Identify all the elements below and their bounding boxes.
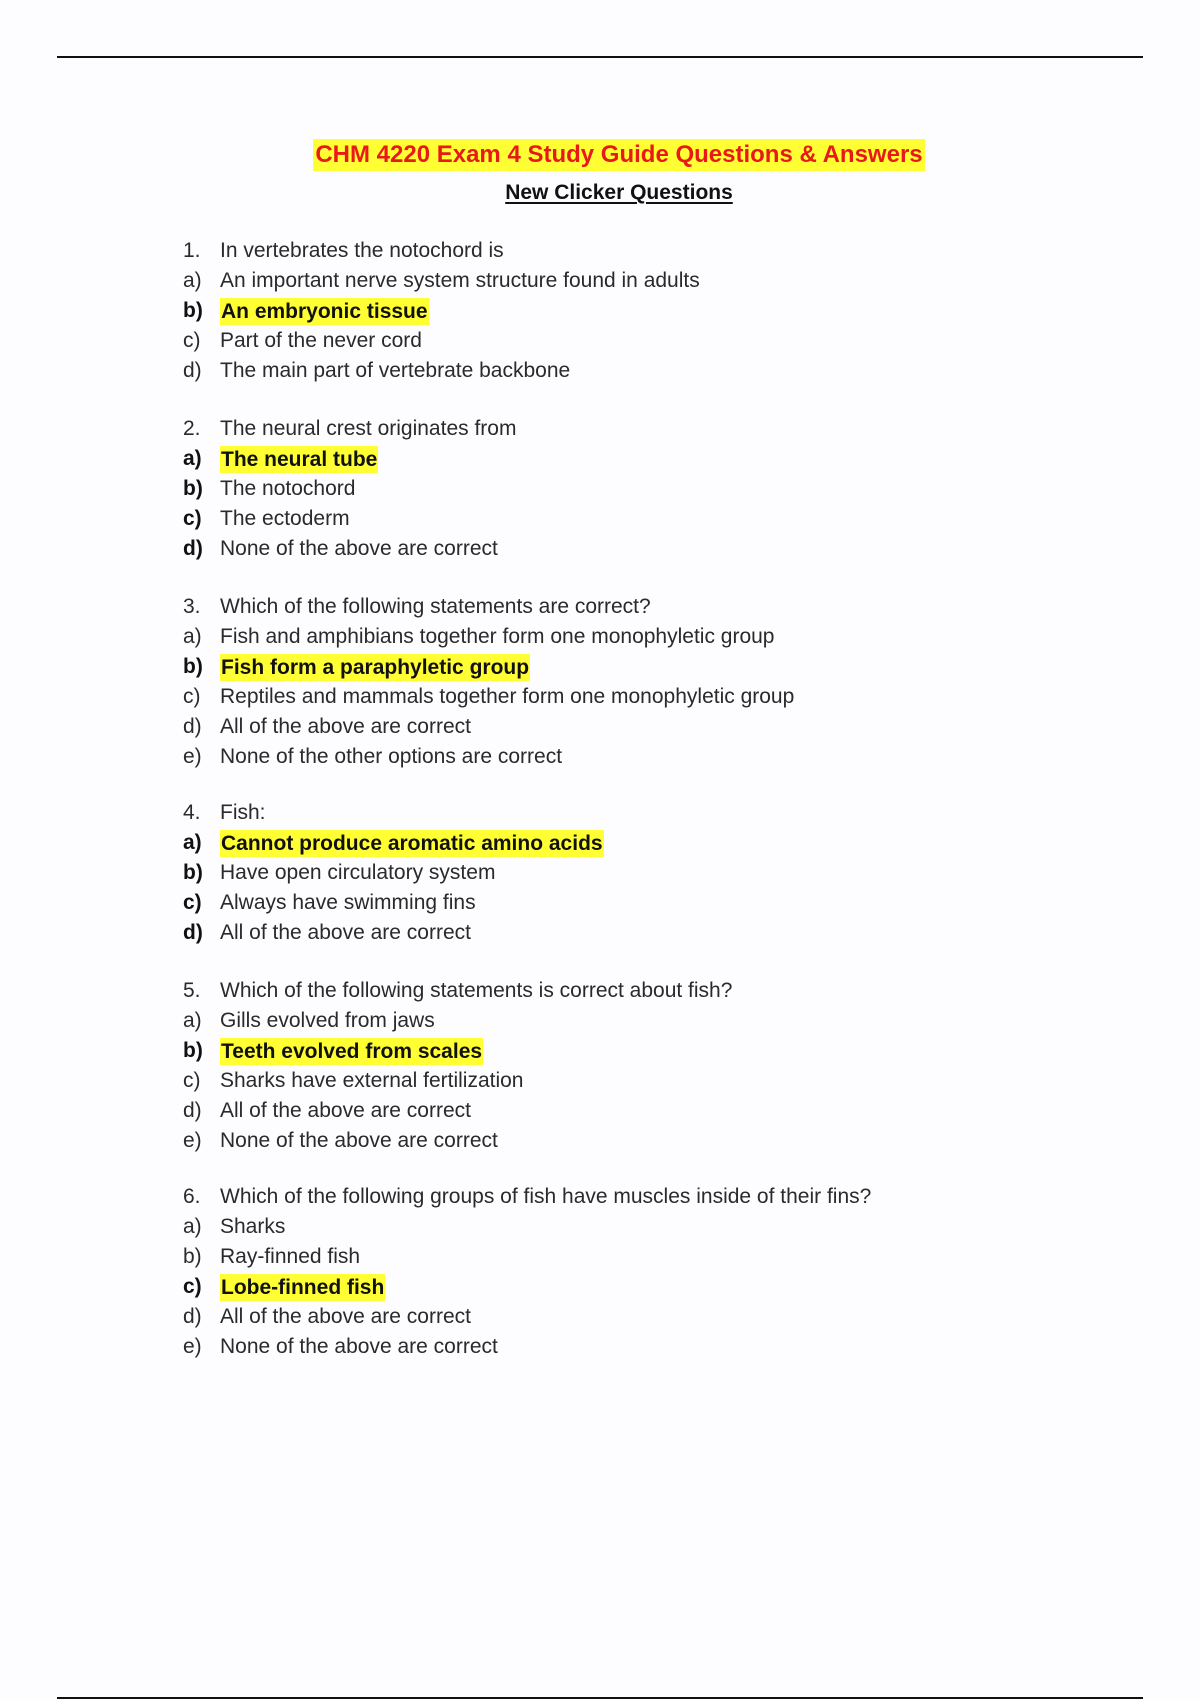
answer-option [183,682,1133,712]
question-3 [183,592,1133,772]
option-text: The main part of vertebrate backbone [220,359,571,382]
option-text: Sharks have external fertilization [220,1069,524,1092]
question-stem [183,414,1133,444]
answer-option-correct [183,1272,1133,1302]
question-stem [183,798,1133,828]
highlighted-answer-text: Lobe-finned fish [221,1275,385,1299]
option-letter: a) [183,831,202,854]
option-text: All of the above are correct [220,1099,471,1122]
answer-option-correct [183,828,1133,858]
option-letter: a) [183,625,202,648]
question-1 [183,236,1133,386]
option-letter: c) [183,685,201,708]
option-text: All of the above are correct [220,1305,471,1328]
question-number: 2. [183,417,201,440]
highlighted-answer-text: The neural tube [221,447,378,471]
option-text: The notochord [220,477,356,500]
option-letter: d) [183,715,202,738]
question-text: Fish: [220,801,266,824]
answer-option [183,742,1133,772]
option-text: All of the above are correct [220,921,471,944]
option-letter: c) [183,507,202,530]
option-letter: b) [183,655,203,678]
subtitle-block [0,180,1200,206]
option-letter: b) [183,1245,202,1268]
answer-option [183,918,1133,948]
answer-option-correct [183,1036,1133,1066]
answer-option [183,1096,1133,1126]
question-stem [183,976,1133,1006]
answer-option-correct [183,652,1133,682]
answer-option [183,326,1133,356]
option-letter: e) [183,1335,202,1358]
question-text: Which of the following statements are correct? [220,595,651,618]
option-text: Ray-finned fish [220,1245,361,1268]
option-letter: a) [183,447,202,470]
answer-option [183,1242,1133,1272]
question-text: Which of the following groups of fish have muscles inside of their fins? [220,1185,872,1208]
option-text: Reptiles and mammals together form one monophyletic group [220,685,795,708]
option-text: Always have swimming fins [220,891,476,914]
option-letter: e) [183,745,202,768]
bottom-rule [57,1697,1143,1699]
option-letter: b) [183,1039,203,1062]
answer-option-correct [183,296,1133,326]
option-text: Have open circulatory system [220,861,496,884]
question-number: 1. [183,239,201,262]
question-2 [183,414,1133,564]
section-heading: New Clicker Questions [505,181,733,204]
title-block [0,139,1200,171]
option-text: Gills evolved from jaws [220,1009,435,1032]
answer-option [183,1212,1133,1242]
answer-option [183,1302,1133,1332]
highlighted-answer-text: Fish form a paraphyletic group [221,655,530,679]
question-text: Which of the following statements is correct about fish? [220,979,733,1002]
question-text: In vertebrates the notochord is [220,239,504,262]
question-number: 3. [183,595,201,618]
question-stem [183,592,1133,622]
option-letter: a) [183,1009,202,1032]
answer-option [183,1006,1133,1036]
option-letter: d) [183,1099,202,1122]
question-stem [183,1182,1133,1212]
question-4 [183,798,1133,948]
question-number: 5. [183,979,201,1002]
option-letter: d) [183,359,202,382]
answer-option [183,504,1133,534]
option-letter: c) [183,1069,201,1092]
option-letter: c) [183,1275,202,1298]
answer-option [183,356,1133,386]
option-text: Part of the never cord [220,329,422,352]
option-letter: b) [183,299,203,322]
option-letter: c) [183,329,201,352]
question-text: The neural crest originates from [220,417,517,440]
question-6 [183,1182,1133,1362]
option-letter: a) [183,1215,202,1238]
answer-option [183,1332,1133,1362]
question-stem [183,236,1133,266]
option-text: All of the above are correct [220,715,471,738]
highlighted-answer-text: Cannot produce aromatic amino acids [221,831,603,855]
option-text: An important nerve system structure found in adults [220,269,700,292]
question-5 [183,976,1133,1156]
top-rule [57,56,1143,58]
option-text: None of the above are correct [220,1129,498,1152]
option-text: None of the above are correct [220,537,498,560]
highlighted-answer-text: Teeth evolved from scales [221,1039,483,1063]
answer-option [183,622,1133,652]
answer-option [183,1126,1133,1156]
document-title: CHM 4220 Exam 4 Study Guide Questions & Answers [313,139,924,171]
answer-option [183,858,1133,888]
answer-option [183,474,1133,504]
option-text: None of the above are correct [220,1335,498,1358]
question-number: 6. [183,1185,201,1208]
answer-option [183,888,1133,918]
answer-option [183,1066,1133,1096]
option-letter: d) [183,1305,202,1328]
option-letter: b) [183,861,203,884]
option-letter: d) [183,537,203,560]
answer-option [183,266,1133,296]
question-number: 4. [183,801,201,824]
answer-option-correct [183,444,1133,474]
option-text: Fish and amphibians together form one monophyletic group [220,625,775,648]
answer-option [183,712,1133,742]
option-letter: d) [183,921,203,944]
option-text: The ectoderm [220,507,350,530]
option-letter: b) [183,477,203,500]
highlighted-answer-text: An embryonic tissue [221,299,428,323]
answer-option [183,534,1133,564]
option-text: None of the other options are correct [220,745,563,768]
option-letter: e) [183,1129,202,1152]
option-letter: a) [183,269,202,292]
option-text: Sharks [220,1215,286,1238]
option-letter: c) [183,891,202,914]
